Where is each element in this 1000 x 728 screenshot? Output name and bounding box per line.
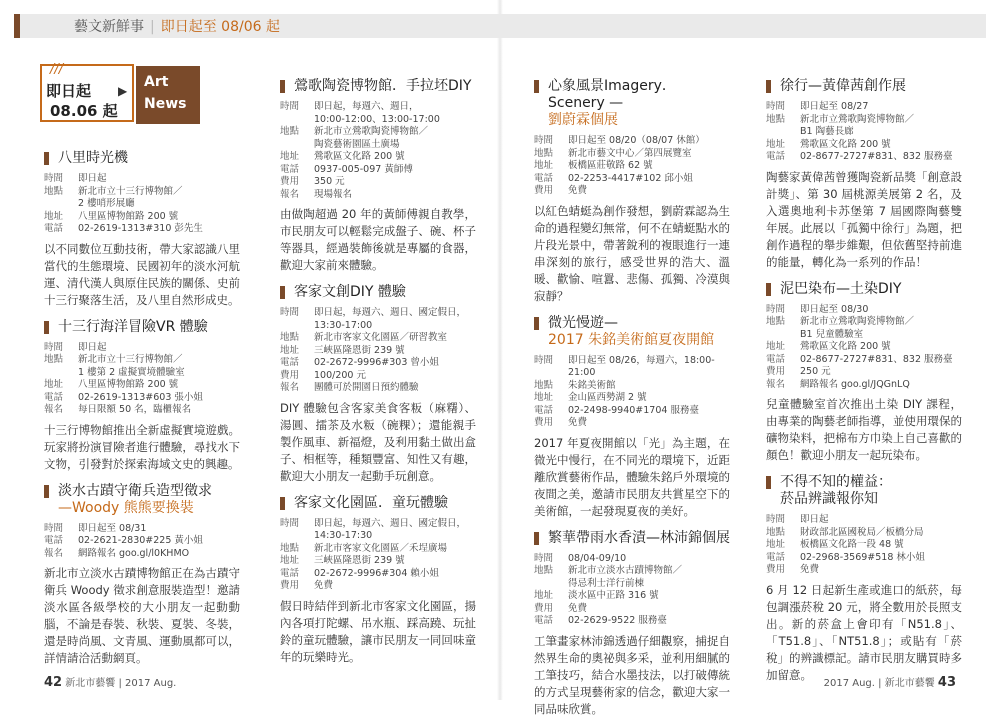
event-title: 徐行—黃偉茜創作展 bbox=[780, 78, 906, 94]
info-row bbox=[766, 316, 962, 329]
info-value: 免費 bbox=[568, 417, 588, 428]
info-label: 時間 bbox=[766, 303, 786, 315]
info-label: 時間 bbox=[280, 101, 300, 112]
info-label: 地址 bbox=[280, 555, 300, 566]
info-label bbox=[766, 329, 800, 342]
info-row bbox=[280, 530, 476, 543]
info-label: 費用 bbox=[766, 564, 786, 575]
info-label: 地址 bbox=[534, 590, 554, 601]
info-value: 板橋區文化路一段 48 號 bbox=[800, 539, 904, 550]
info-row bbox=[280, 332, 476, 345]
info-label: 費用 bbox=[534, 417, 554, 428]
event-title: 繁華帶雨水香漬—林沛錦個展 bbox=[548, 529, 730, 546]
info-value: 得忌利士洋行前棟 bbox=[568, 577, 645, 589]
info-row bbox=[766, 539, 962, 552]
event-title: 心象風景Imagery．Scenery — bbox=[548, 78, 676, 111]
info-label bbox=[280, 530, 314, 543]
folio-right bbox=[824, 674, 956, 690]
info-row bbox=[766, 329, 962, 342]
art-label: Art bbox=[144, 74, 169, 90]
info-label: 電話 bbox=[44, 535, 64, 546]
info-value: 02-8677-2727#831、832 服務臺 bbox=[800, 151, 953, 162]
info-row bbox=[44, 342, 240, 355]
event-subtitle: 劉蔚霖個展 bbox=[548, 112, 618, 128]
info-label: 時間 bbox=[44, 341, 64, 353]
info-label: 地點 bbox=[534, 379, 554, 391]
info-label: 電話 bbox=[766, 353, 786, 365]
event-section bbox=[44, 150, 240, 309]
info-row bbox=[766, 527, 962, 540]
event-heading bbox=[44, 150, 240, 167]
info-row bbox=[534, 173, 730, 186]
event-title: 微光慢遊— bbox=[548, 314, 618, 331]
info-row bbox=[534, 160, 730, 173]
event-heading bbox=[766, 78, 962, 95]
info-value: 每日限額 50 名，臨櫃報名 bbox=[78, 404, 192, 415]
info-value: 網路報名 goo.gl/l0KHMO bbox=[78, 547, 190, 559]
section-subtitle: 即日起至 08/06 起 bbox=[160, 19, 280, 35]
info-value: 02-2619-1313#310 彭先生 bbox=[78, 223, 203, 234]
event-heading bbox=[766, 474, 962, 508]
event-title: 十三行海洋冒險VR 體驗 bbox=[58, 318, 208, 335]
info-label: 電話 bbox=[534, 615, 554, 626]
info-row bbox=[280, 151, 476, 164]
info-row bbox=[534, 603, 730, 616]
info-row bbox=[766, 126, 962, 139]
info-row bbox=[44, 186, 240, 199]
event-title: 客家文化園區．童玩體驗 bbox=[294, 494, 448, 511]
event-section bbox=[534, 530, 730, 718]
event-info bbox=[44, 342, 240, 417]
info-value: 新北市立鶯歌陶瓷博物館／ bbox=[800, 113, 915, 125]
info-row bbox=[280, 345, 476, 358]
info-row bbox=[280, 139, 476, 152]
info-label: 電話 bbox=[280, 567, 300, 579]
info-value: 團體可於開園日預約體驗 bbox=[314, 382, 419, 393]
info-row bbox=[280, 555, 476, 568]
info-value: 淡水區中正路 316 號 bbox=[568, 590, 659, 601]
info-value: 即日起，每週六、週日、國定假日， bbox=[314, 307, 467, 318]
info-value: 免費 bbox=[568, 602, 588, 614]
info-label: 費用 bbox=[534, 185, 554, 196]
info-row bbox=[534, 355, 730, 380]
magazine-name: 新北市藝饗 bbox=[884, 678, 935, 689]
info-label: 地點 bbox=[766, 113, 786, 125]
event-heading bbox=[534, 315, 730, 349]
info-value: 新北市立淡水古蹟博物館／ bbox=[568, 565, 683, 576]
badge-line-2: 08.06 起 bbox=[50, 102, 118, 120]
info-value: 13:30-17:00 bbox=[314, 319, 373, 331]
info-row bbox=[280, 320, 476, 333]
event-description: 6 月 12 日起新生產或進口的紙菸，每包調漲菸稅 20 元，將全數用於長照支出。新的菸盒上會印有「N51.8」、「T51.8」、「NT51.8」；或貼有「菸稅」的辨識標記。請市民朋友購買時多加留意。 bbox=[766, 582, 962, 682]
info-row bbox=[44, 404, 240, 417]
event-title: 泥巴染布—土染DIY bbox=[780, 280, 902, 297]
event-description: 以不同數位互動技術，帶大家認識八里當代的生態環境、民國初年的淡水河航運、清代漢人與原住民族的關係、史前十三行聚落生活，及八里自然形成史。 bbox=[44, 241, 240, 307]
info-label bbox=[534, 578, 568, 591]
event-heading bbox=[280, 78, 476, 95]
info-label: 報名 bbox=[44, 547, 64, 559]
info-value: 陶瓷藝術園區土廣場 bbox=[314, 138, 400, 150]
info-label: 地點 bbox=[44, 354, 64, 365]
info-row bbox=[534, 148, 730, 161]
info-row bbox=[766, 564, 962, 577]
info-label: 報名 bbox=[280, 188, 300, 200]
folio-separator: | bbox=[878, 678, 882, 689]
info-value: 新北市立鶯歌陶瓷博物館／ bbox=[314, 126, 429, 137]
info-value: 金山區西勢湖 2 號 bbox=[568, 392, 647, 403]
info-row bbox=[534, 553, 730, 566]
info-row bbox=[280, 164, 476, 177]
event-description: 十三行博物館推出全新虛擬實境遊戲。玩家將扮演冒險者進行體驗，尋找水下文物，引發對於探索海域文史的興趣。 bbox=[44, 422, 240, 471]
info-value: B1 兒童體驗室 bbox=[800, 328, 864, 340]
info-row bbox=[280, 176, 476, 189]
date-badge bbox=[40, 64, 198, 126]
info-value: 350 元 bbox=[314, 176, 345, 187]
event-description: 新北市立淡水古蹟博物館正在為古蹟守衛兵 Woody 徵求創意服裝造型！邀請淡水區各級學校的大小朋友一起動動腦，不論是春裝、秋裝、夏裝、冬裝，還是時尚風、文青風、運動風都可以，詳情請洽活動網頁。 bbox=[44, 566, 240, 665]
event-heading bbox=[766, 281, 962, 298]
info-label: 時間 bbox=[44, 173, 64, 184]
info-label: 地址 bbox=[44, 379, 64, 390]
info-row bbox=[280, 307, 476, 320]
info-row bbox=[280, 126, 476, 139]
info-row bbox=[534, 135, 730, 148]
info-label bbox=[766, 126, 800, 139]
info-value: 250 元 bbox=[800, 366, 831, 377]
event-description: 工筆畫家林沛錦透過仔細觀察，捕捉自然界生命的奧祕與多采，並利用細膩的工筆技巧，結合水墨技法，以打破傳統的方式呈現藝術家的信念，歡迎大家一同品味欣賞。 bbox=[534, 633, 730, 716]
event-section bbox=[534, 78, 730, 305]
event-description: 2017 年夏夜開館以「光」為主題，在微光中慢行，在不同光的環境下，近距離欣賞藝術作品，體驗朱銘戶外環境的夜間之美，邀請市民朋友共賞星空下的美術館，一起發現夏夜的美好。 bbox=[534, 435, 730, 518]
event-info bbox=[280, 307, 476, 395]
info-row bbox=[766, 304, 962, 317]
info-row bbox=[280, 114, 476, 127]
info-label: 地址 bbox=[44, 210, 64, 222]
info-value: 三峽區隆恩街 239 號 bbox=[314, 344, 405, 356]
info-row bbox=[280, 543, 476, 556]
event-title: 淡水古蹟守衛兵造型徵求 bbox=[58, 482, 212, 499]
info-label bbox=[280, 320, 314, 333]
info-row bbox=[766, 341, 962, 354]
event-title: 客家文創DIY 體驗 bbox=[294, 284, 406, 300]
info-row bbox=[44, 392, 240, 405]
column-4 bbox=[766, 78, 962, 694]
info-value: 2 樓哨形展廳 bbox=[78, 198, 135, 209]
event-title: 八里時光機 bbox=[58, 150, 128, 166]
header-bar bbox=[14, 14, 986, 38]
info-value: 14:30-17:30 bbox=[314, 530, 373, 541]
info-label: 電話 bbox=[44, 391, 64, 403]
event-section bbox=[280, 78, 476, 274]
info-label: 地點 bbox=[44, 185, 64, 197]
event-info bbox=[534, 355, 730, 430]
info-label: 地址 bbox=[534, 160, 554, 171]
info-value: 即日起至 08/30 bbox=[800, 303, 869, 315]
column-2 bbox=[280, 78, 476, 676]
info-label: 費用 bbox=[280, 369, 300, 381]
info-row bbox=[534, 392, 730, 405]
info-value: 10:00-12:00、13:00-17:00 bbox=[314, 113, 440, 125]
info-label: 電話 bbox=[766, 151, 786, 162]
info-value: 02-2672-9996#303 曾小姐 bbox=[314, 357, 439, 368]
event-info bbox=[44, 523, 240, 561]
info-label bbox=[280, 139, 314, 152]
info-value: 板橋區莊敬路 62 號 bbox=[568, 160, 653, 171]
info-row bbox=[766, 366, 962, 379]
header-title bbox=[74, 16, 280, 36]
info-row bbox=[766, 552, 962, 565]
play-arrow-icon: ▶ bbox=[118, 84, 128, 98]
info-value: 02-2968-3569#518 林小姐 bbox=[800, 551, 925, 563]
info-value: 02-8677-2727#831、832 服務臺 bbox=[800, 353, 953, 365]
event-title: 不得不知的權益： bbox=[780, 474, 892, 490]
info-value: 02-2629-9522 服務臺 bbox=[568, 615, 667, 626]
info-value: 八里區博物館路 200 號 bbox=[78, 379, 179, 390]
info-row bbox=[534, 578, 730, 591]
event-description: DIY 體驗包含客家美食客粄（麻糬）、湯圓、擂茶及水粄（碗粿）；還能親手製作風車、新福燈，及利用黏土做出盒子、相框等，種類豐富、知性又有趣，歡迎大小朋友一起動手玩創意。 bbox=[280, 400, 476, 483]
info-label bbox=[280, 114, 314, 127]
event-heading bbox=[534, 78, 730, 129]
info-label: 時間 bbox=[280, 517, 300, 529]
info-row bbox=[44, 548, 240, 561]
event-heading bbox=[44, 483, 240, 517]
page-number: 43 bbox=[937, 675, 956, 690]
info-value: 即日起至 08/27 bbox=[800, 101, 869, 112]
info-row bbox=[766, 101, 962, 114]
folio-left bbox=[44, 674, 176, 690]
info-value: 新北市立十三行博物館／ bbox=[78, 185, 183, 197]
info-label: 費用 bbox=[280, 580, 300, 591]
event-info bbox=[534, 553, 730, 628]
info-label: 地址 bbox=[766, 539, 786, 550]
info-label: 地點 bbox=[534, 565, 554, 576]
info-value: 即日起，每週六、週日、國定假日， bbox=[314, 517, 467, 529]
event-section bbox=[44, 483, 240, 668]
info-row bbox=[766, 139, 962, 152]
badge-line-1: 即日起 bbox=[46, 82, 92, 100]
info-value: 02-2672-9996#304 賴小姐 bbox=[314, 567, 439, 579]
info-value: 網路報名 goo.gl/JQGnLQ bbox=[800, 378, 910, 390]
event-info bbox=[280, 101, 476, 201]
info-row bbox=[44, 523, 240, 536]
info-row bbox=[280, 101, 476, 114]
event-description: 陶藝家黃偉茜曾獲陶瓷新品獎「創意設計獎」、第 30 屆桃源美展第 2 名，及入選奧地利卡苏堡第 7 屆國際陶藝雙年展。此展以「孤獨中徐行」為題，把創作過程的舉步維艱，但依舊堅持前進的能量，轉化為一系列的作品！ bbox=[766, 169, 962, 269]
info-value: 08/04-09/10 bbox=[568, 552, 627, 564]
info-value: 即日起 bbox=[800, 514, 829, 525]
info-label: 地址 bbox=[280, 151, 300, 162]
info-value: 即日起至 08/31 bbox=[78, 522, 147, 534]
info-row bbox=[534, 565, 730, 578]
info-value: 新北市立十三行博物館／ bbox=[78, 354, 183, 365]
info-value: 即日起至 08/26，每週六，18:00-21:00 bbox=[568, 354, 715, 378]
info-row bbox=[280, 518, 476, 531]
header-accent bbox=[14, 14, 20, 38]
event-heading bbox=[534, 530, 730, 547]
event-description: 兒童體驗室首次推出土染 DIY 課程，由專業的陶藝老師指導，並使用環保的礦物染料，把棉布方巾染上自己喜歡的顏色！歡迎小朋友一起玩染布。 bbox=[766, 397, 962, 462]
event-section bbox=[280, 495, 476, 666]
info-value: 02-2253-4417#102 邱小姐 bbox=[568, 172, 693, 184]
info-label: 報名 bbox=[44, 404, 64, 415]
info-label: 地點 bbox=[766, 526, 786, 538]
info-row bbox=[534, 405, 730, 418]
folio-separator: | bbox=[118, 678, 122, 689]
event-title: 鶯歌陶瓷博物館．手拉坯DIY bbox=[294, 78, 472, 94]
info-value: 即日起 bbox=[78, 341, 107, 353]
page-gutter bbox=[497, 0, 503, 700]
info-row bbox=[280, 189, 476, 202]
info-label: 電話 bbox=[280, 163, 300, 175]
info-value: 即日起，每週六、週日， bbox=[314, 101, 419, 112]
info-row bbox=[766, 114, 962, 127]
event-section bbox=[766, 474, 962, 684]
info-row bbox=[44, 173, 240, 186]
info-row bbox=[44, 535, 240, 548]
info-label: 時間 bbox=[534, 354, 554, 366]
info-label: 電話 bbox=[534, 172, 554, 184]
event-info bbox=[534, 135, 730, 198]
info-label: 地點 bbox=[534, 147, 554, 159]
info-label: 電話 bbox=[534, 404, 554, 416]
info-label: 電話 bbox=[766, 551, 786, 563]
column-1 bbox=[44, 150, 240, 677]
event-section bbox=[280, 284, 476, 485]
event-heading bbox=[280, 284, 476, 301]
info-label: 報名 bbox=[280, 382, 300, 393]
issue-date: 2017 Aug. bbox=[823, 678, 875, 689]
info-label: 地址 bbox=[766, 341, 786, 352]
info-value: 0937-005-097 黃師傅 bbox=[314, 163, 413, 175]
magazine-name: 新北市藝饗 bbox=[65, 678, 116, 689]
event-description: 由做陶超過 20 年的黃師傅親自教學，市民朋友可以輕鬆完成盤子、碗、杯子等器具，經過裝飾後就是專屬的食器，歡迎大家前來體驗。 bbox=[280, 207, 476, 272]
info-row bbox=[534, 615, 730, 628]
info-value: 朱銘美術館 bbox=[568, 379, 616, 391]
info-row bbox=[766, 514, 962, 527]
info-value: 新北市客家文化園區／禾埕廣場 bbox=[314, 542, 448, 554]
info-label bbox=[44, 367, 78, 380]
info-value: 02-2498-9940#1704 服務臺 bbox=[568, 404, 699, 416]
event-description: 以紅色蜻蜓為創作發想，劉蔚霖認為生命的過程變幻無常，何不在蜻蜓點水的片段光景中，帶著銳利的複眼進行一連串深刻的旅行，感受世界的浩大、溫暖、歡愉、喧囂、悲傷、孤獨、冷漠與寂靜？ bbox=[534, 203, 730, 303]
info-row bbox=[280, 382, 476, 395]
info-label: 報名 bbox=[766, 378, 786, 390]
info-value: 財政部北區國稅局／板橋分局 bbox=[800, 526, 924, 538]
info-label: 地點 bbox=[280, 542, 300, 554]
event-subtitle: 2017 朱銘美術館夏夜開館 bbox=[548, 331, 715, 348]
info-row bbox=[280, 370, 476, 383]
info-label: 時間 bbox=[44, 522, 64, 534]
info-label: 地址 bbox=[766, 138, 786, 150]
header-separator: | bbox=[150, 19, 155, 35]
info-row bbox=[280, 568, 476, 581]
info-row bbox=[534, 417, 730, 430]
event-subtitle: 菸品辨識報你知 bbox=[780, 491, 878, 507]
info-row bbox=[44, 223, 240, 236]
event-section bbox=[534, 315, 730, 520]
info-row bbox=[44, 211, 240, 224]
info-value: 免費 bbox=[800, 564, 820, 575]
event-info bbox=[766, 101, 962, 164]
info-label: 時間 bbox=[766, 101, 786, 112]
info-label: 地址 bbox=[280, 344, 300, 356]
info-value: 現場報名 bbox=[314, 188, 353, 200]
info-value: 免費 bbox=[568, 185, 588, 196]
event-subtitle: —Woody 熊熊要換裝 bbox=[58, 499, 194, 516]
news-label: News bbox=[144, 96, 187, 112]
info-row bbox=[534, 590, 730, 603]
info-row bbox=[44, 198, 240, 211]
info-row bbox=[280, 580, 476, 593]
column-3 bbox=[534, 78, 730, 728]
info-row bbox=[44, 367, 240, 380]
info-value: 新北市客家文化園區／研習教室 bbox=[314, 332, 448, 343]
event-section bbox=[766, 281, 962, 465]
info-label: 費用 bbox=[280, 176, 300, 187]
info-row bbox=[766, 151, 962, 164]
info-label: 時間 bbox=[534, 135, 554, 146]
info-value: B1 陶藝長廊 bbox=[800, 126, 854, 137]
issue-date: 2017 Aug. bbox=[125, 678, 177, 689]
page-number: 42 bbox=[44, 675, 63, 690]
info-row bbox=[766, 354, 962, 367]
event-info bbox=[280, 518, 476, 593]
event-section bbox=[766, 78, 962, 271]
info-value: 鶯歌區文化路 200 號 bbox=[800, 138, 891, 150]
info-value: 八里區博物館路 200 號 bbox=[78, 210, 179, 222]
info-value: 02-2621-2830#225 黃小姐 bbox=[78, 535, 203, 546]
info-value: 即日起 bbox=[78, 173, 107, 184]
event-description: 假日時結伴到新北市客家文化園區，揚內各項打陀螺、吊水瓶、踩高蹺、玩扯鈴的童玩體驗，讓市民朋友一同回味童年的玩樂時光。 bbox=[280, 598, 476, 664]
info-label: 電話 bbox=[280, 357, 300, 368]
info-row bbox=[44, 379, 240, 392]
info-label: 時間 bbox=[280, 307, 300, 318]
event-info bbox=[44, 173, 240, 236]
info-value: 1 樓第 2 虛擬實境體驗室 bbox=[78, 366, 185, 378]
info-value: 100/200 元 bbox=[314, 369, 366, 381]
info-row bbox=[280, 357, 476, 370]
event-heading bbox=[280, 495, 476, 512]
info-row bbox=[534, 185, 730, 198]
info-value: 新北市藝文中心／第四展覽室 bbox=[568, 147, 692, 159]
info-value: 即日起至 08/20（08/07 休館） bbox=[568, 135, 705, 146]
info-row bbox=[44, 354, 240, 367]
info-row bbox=[766, 379, 962, 392]
info-label: 時間 bbox=[766, 514, 786, 525]
info-value: 免費 bbox=[314, 580, 334, 591]
event-section bbox=[44, 319, 240, 473]
info-value: 鶯歌區文化路 200 號 bbox=[800, 341, 891, 352]
info-label: 地點 bbox=[280, 126, 300, 137]
art-news-tag bbox=[136, 66, 200, 124]
info-row bbox=[534, 380, 730, 393]
info-label: 地點 bbox=[280, 332, 300, 343]
info-label: 地址 bbox=[534, 392, 554, 403]
info-label: 電話 bbox=[44, 223, 64, 234]
info-value: 鶯歌區文化路 200 號 bbox=[314, 151, 405, 162]
event-info bbox=[766, 304, 962, 392]
info-label: 費用 bbox=[766, 366, 786, 377]
event-info bbox=[766, 514, 962, 577]
info-label: 時間 bbox=[534, 552, 554, 564]
event-heading bbox=[44, 319, 240, 336]
info-value: 三峽區隆恩街 239 號 bbox=[314, 555, 405, 566]
section-title: 藝文新鮮事 bbox=[74, 19, 144, 35]
info-label: 地點 bbox=[766, 316, 786, 327]
info-value: 02-2619-1313#603 張小姐 bbox=[78, 391, 203, 403]
info-value: 新北市立鶯歌陶瓷博物館／ bbox=[800, 316, 915, 327]
info-label bbox=[44, 198, 78, 211]
info-label: 費用 bbox=[534, 602, 554, 614]
badge-slashes: /// bbox=[50, 62, 64, 77]
